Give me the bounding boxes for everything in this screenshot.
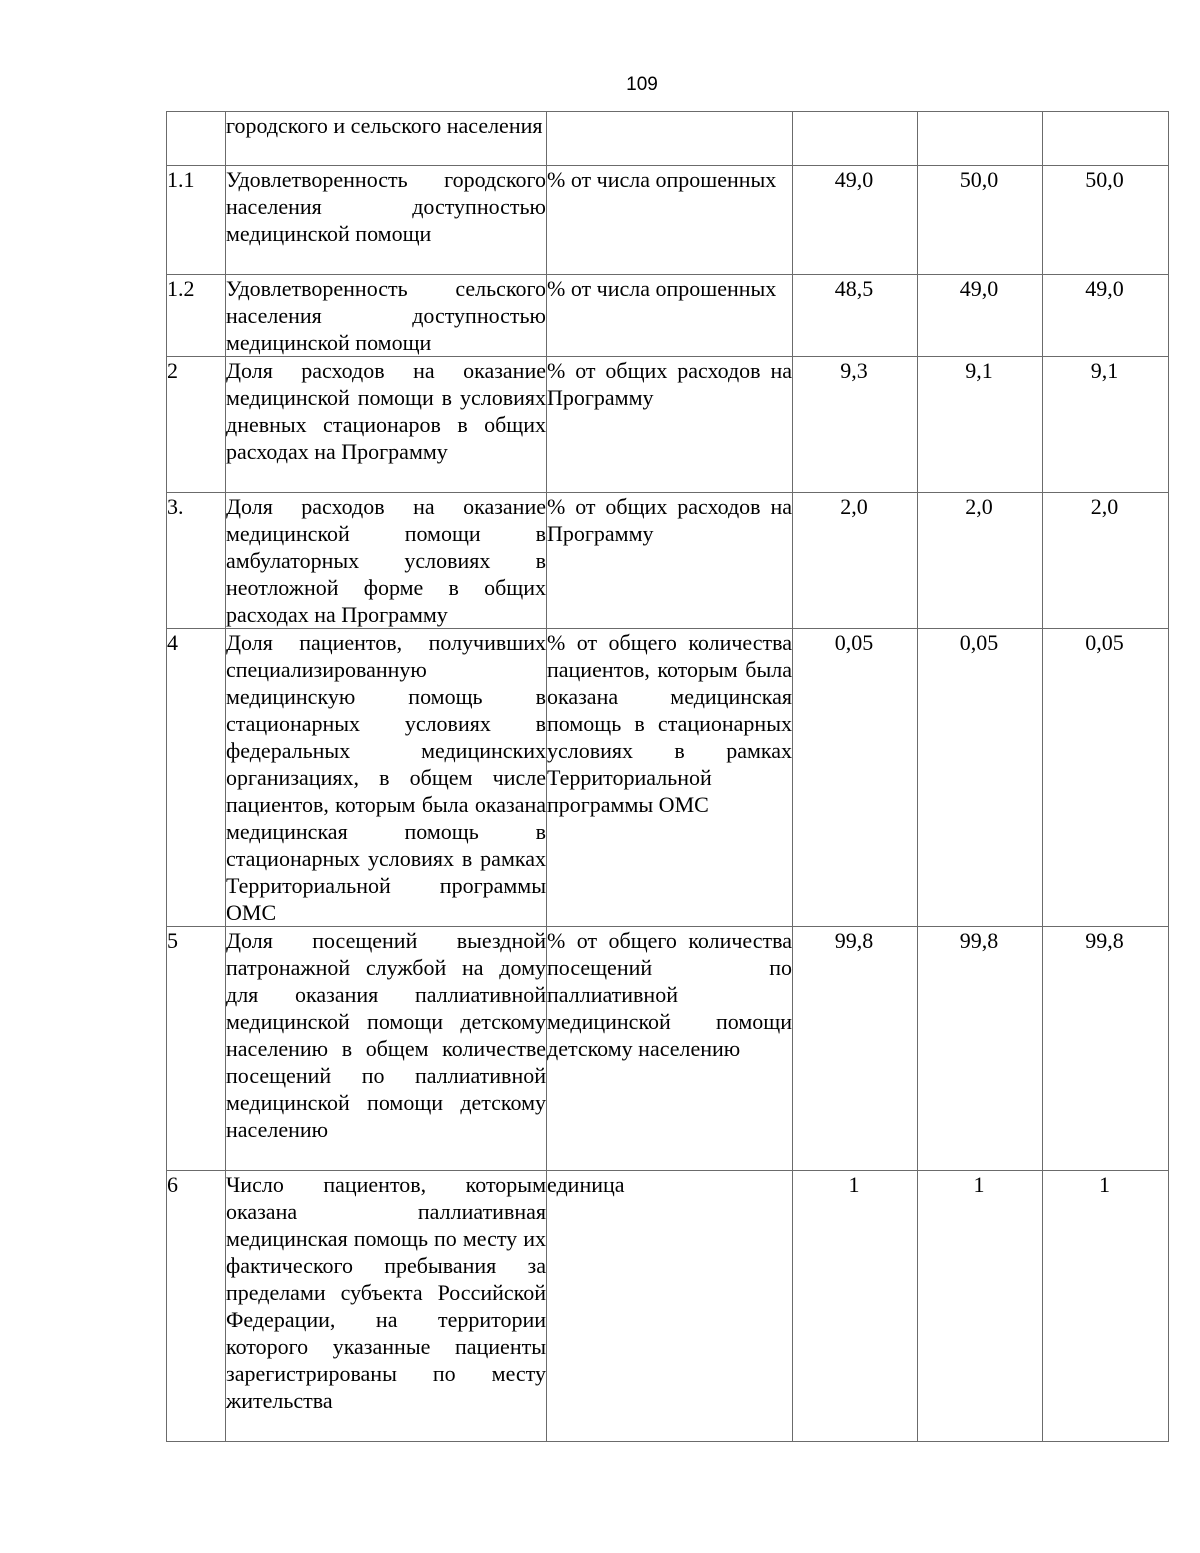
value-col-2: 2,0 — [918, 493, 1043, 629]
unit-of-measure: % от числа опрошенных — [547, 166, 793, 275]
unit-of-measure: % от общего количества пациентов, которым была оказана медицинская помощь в стационарных условиях в рамках Территориальной программы ОМС — [547, 629, 793, 927]
value-col-3: 0,05 — [1043, 629, 1169, 927]
table-row — [167, 275, 1169, 357]
value-col-1: 9,3 — [793, 357, 918, 493]
indicator-name: городского и сельского населения — [226, 112, 547, 166]
row-number: 1.1 — [167, 166, 226, 275]
value-col-1: 99,8 — [793, 927, 918, 1171]
indicator-name: Удовлетворенность сельского населения доступностью медицинской помощи — [226, 276, 546, 355]
value-col-1: 48,5 — [793, 275, 918, 357]
table-row — [167, 629, 1169, 927]
row-number: 2 — [167, 357, 226, 493]
unit-of-measure: % от числа опрошенных — [547, 275, 793, 357]
table-row — [167, 357, 1169, 493]
indicator-name: Удовлетворенность городского населения доступностью медицинской помощи — [226, 166, 547, 275]
value-col-2: 99,8 — [918, 927, 1043, 1171]
value-col-2: 50,0 — [918, 166, 1043, 275]
indicator-name: Число пациентов, которым оказана паллиативная медицинская помощь по месту их фактического пребывания за пределами субъекта Российской Федерации, на территории которого указанные пациенты зарегистрированы по месту жительства — [226, 1171, 547, 1442]
value-col-3 — [1043, 112, 1169, 166]
value-col-2: 49,0 — [918, 275, 1043, 357]
unit-of-measure: % от общих расходов на Программу — [547, 493, 793, 629]
page-number: 109 — [626, 74, 658, 95]
value-col-3: 99,8 — [1043, 927, 1169, 1171]
indicators-table — [166, 111, 1169, 1442]
table-row — [167, 166, 1169, 275]
unit-of-measure: % от общего количества посещений по паллиативной медицинской помощи детскому населению — [547, 927, 793, 1171]
table-row — [167, 1171, 1169, 1442]
value-col-3: 1 — [1043, 1171, 1169, 1442]
value-col-2 — [918, 112, 1043, 166]
value-col-3: 49,0 — [1043, 275, 1169, 357]
value-col-3: 50,0 — [1043, 166, 1169, 275]
unit-of-measure: единица — [547, 1171, 793, 1442]
table-row — [167, 112, 1169, 166]
unit-of-measure: % от общих расходов на Программу — [547, 357, 793, 493]
row-number: 6 — [167, 1171, 226, 1442]
value-col-1: 2,0 — [793, 493, 918, 629]
indicator-name: Доля посещений выездной патронажной службой на дому для оказания паллиативной медицинской помощи детскому населению в общем количестве посещений по паллиативной медицинской помощи детскому населению — [226, 927, 547, 1171]
row-number — [167, 112, 226, 166]
table-row — [167, 493, 1169, 629]
value-col-1: 1 — [793, 1171, 918, 1442]
row-number: 3. — [167, 493, 226, 629]
value-col-1: 49,0 — [793, 166, 918, 275]
value-col-3: 2,0 — [1043, 493, 1169, 629]
indicator-name: Доля расходов на оказание медицинской помощи в амбулаторных условиях в неотложной форме в общих расходах на Программу — [226, 494, 546, 627]
row-number: 5 — [167, 927, 226, 1171]
value-col-2: 9,1 — [918, 357, 1043, 493]
row-number: 1.2 — [167, 275, 226, 357]
table-row — [167, 927, 1169, 1171]
indicator-name: Доля расходов на оказание медицинской помощи в условиях дневных стационаров в общих расходах на Программу — [226, 357, 547, 493]
value-col-2: 0,05 — [918, 629, 1043, 927]
unit-of-measure — [547, 112, 793, 166]
indicator-name: Доля пациентов, получивших специализированную медицинскую помощь в стационарных условиях в федеральных медицинских организациях, в общем числе пациентов, которым была оказана медицинская помощь в стационарных условиях в рамках Территориальной программы ОМС — [226, 630, 546, 925]
value-col-1 — [793, 112, 918, 166]
value-col-3: 9,1 — [1043, 357, 1169, 493]
value-col-1: 0,05 — [793, 629, 918, 927]
row-number: 4 — [167, 629, 226, 927]
value-col-2: 1 — [918, 1171, 1043, 1442]
